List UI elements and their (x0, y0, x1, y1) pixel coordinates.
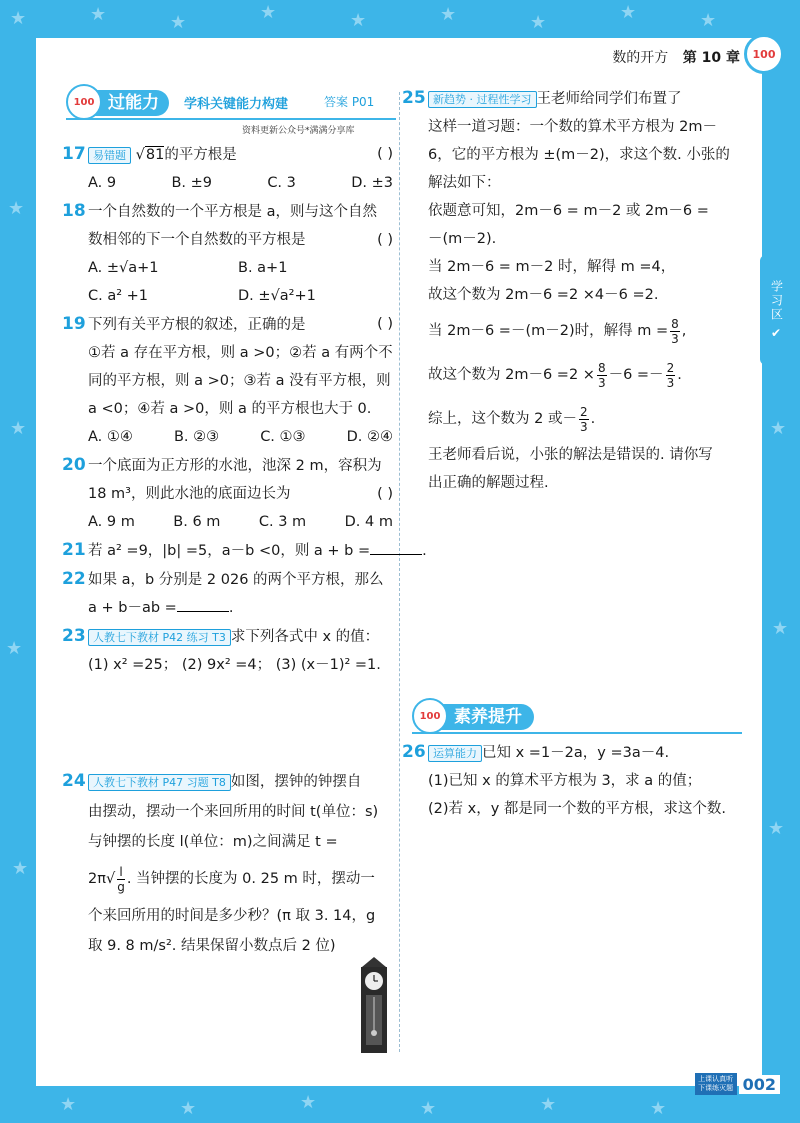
question-18: 18 一个自然数的一个平方根是 a，则与这个自然 数相邻的下一个自然数的平方根是 ( ) A. ±√a+1 B. a+1 C. a² +1 D. ±√a²+1 (88, 197, 393, 310)
fraction: $\frac{l}{g}$ (117, 864, 125, 894)
option-c[interactable]: C. 3 (267, 175, 296, 191)
question-tag: 人教七下教材 P42 练习 T3 (88, 629, 231, 646)
section-banner-ability (66, 88, 396, 122)
fraction: $\frac{2}{3}$ (579, 404, 588, 434)
question-tag: 运算能力 (428, 745, 482, 762)
option-c[interactable]: C. 3 m (258, 514, 307, 530)
left-column (62, 140, 427, 679)
option-a[interactable]: A. 9 (88, 175, 117, 191)
pendulum-clock-image (358, 957, 390, 1057)
source-note: 资料更新公众号*满满分享库 (242, 126, 355, 136)
options (88, 423, 393, 451)
option-a[interactable]: A. ±√a+1 (88, 260, 159, 276)
question-22: 22 如果 a，b 分别是 2 026 的两个平方根，那么 a + b－ab = . (62, 569, 384, 616)
option-d[interactable]: D. ②④ (346, 429, 393, 445)
fraction: $\frac{2}{3}$ (666, 360, 675, 390)
question-26: 26 运算能力 已知 x =1－2a，y =3a－4. (1)已知 x 的算术平方根为 3，求 a 的值； (2)若 x，y 都是同一个数的平方根，求这个数. (402, 742, 727, 817)
answer-ref: 答案 P01 (324, 95, 375, 109)
question-21: 21 若 a² =9，|b| =5，a－b <0，则 a + b = . (62, 540, 427, 560)
question-23: 23 人教七下教材 P42 练习 T3 求下列各式中 x 的值： (1) x² =25； (2) 9x² =4； (3) (x－1)² =1. (62, 626, 381, 673)
options (88, 169, 393, 197)
option-b[interactable]: B. ±9 (171, 175, 212, 191)
study-zone-tab[interactable] (760, 255, 794, 365)
chapter-title: 数的开方 (612, 50, 669, 66)
question-24: 24 人教七下教材 P47 习题 T8 如图，摆钟的钟摆自 由摆动，摆动一个来回所用的时间 t(单位：s) 与钟摆的长度 l(单位：m)之间满足 t = 2π√ $\frac{l}{g}$ . 当钟摆的长度为 0. 25 m 时，摆动一 个来回所用的时间是多少秒？(π 取 3. 14，g 取 9. 8 m/s². 结果保留小数点后 2 位) (62, 771, 379, 954)
answer-blank[interactable] (370, 540, 422, 555)
question-17: 17 易错题 √81的平方根是 ( ) A. 9 B. ±9 C. 3 D. ±3 (88, 140, 393, 197)
option-a[interactable]: A. ①④ (88, 429, 133, 445)
section-title: 素养提升 (420, 704, 534, 730)
chapter-number: 第 10 章 (682, 50, 740, 66)
page-number: 002 (739, 1075, 780, 1094)
study-zone-label: 学习区 (769, 280, 784, 322)
option-b[interactable]: B. a+1 (238, 260, 288, 276)
page-footer (695, 1073, 780, 1095)
question-tag: 新趋势 · 过程性学习 (428, 91, 537, 108)
logo-badge: 100 (744, 34, 784, 74)
chapter-header (612, 47, 740, 67)
answer-blank[interactable] (177, 597, 229, 612)
option-d[interactable]: D. ±√a²+1 (238, 288, 316, 304)
options (88, 508, 393, 536)
option-b[interactable]: B. ②③ (173, 429, 220, 445)
check-icon: ✔ (770, 326, 784, 340)
fraction: $\frac{8}{3}$ (597, 360, 606, 390)
options (88, 254, 393, 282)
question-tag: 人教七下教材 P47 习题 T8 (88, 774, 231, 791)
option-b[interactable]: B. 6 m (173, 514, 221, 530)
fraction: $\frac{8}{3}$ (671, 316, 679, 346)
question-19: 19 下列有关平方根的叙述，正确的是 ( ) ①若 a 存在平方根，则 a >0；②若 a 有两个不 同的平方根，则 a >0；③若 a 没有平方根，则 a <0；④若 a >0，则 a 的平方根也大于 0. A. ①④ B. ②③ C. ①③ D. ②④ (88, 310, 393, 451)
section-title: 过能力 (74, 90, 169, 116)
footer-slogan: 上课认真听 下课练灭题 (695, 1073, 737, 1095)
mascot-icon: 100 (66, 84, 102, 120)
right-column: 25 新趋势 · 过程性学习 王老师给同学们布置了 这样一道习题：一个数的算术平方根为 2m－ 6，它的平方根为 ±(m－2)，求这个数. 小张的 解法如下： 依题意可知，2m－6 = m－2 或 2m－6 = －(m－2). 当 2m－6 = m－2 时，解得 m =4， 故这个数为 2m－6 =2 ×4－6 =2. 当 2m－6 =－(m－2)时，解得 m = $\frac{8}{3}$ , 故这个数为 2m－6 =2 × $\frac{8}{3}$ －6 =－ $\frac{2}{3}$ . 综上，这个数为 2 或－ $\frac{2}{3}$ . 王老师看后说，小张的解法是错误的. 请你写 出正确的解题过程. (402, 88, 730, 491)
column-divider (399, 92, 400, 1052)
options (88, 282, 393, 310)
option-d[interactable]: D. ±3 (351, 175, 393, 191)
option-d[interactable]: D. 4 m (344, 514, 393, 530)
option-c[interactable]: C. ①③ (260, 429, 306, 445)
section-banner-literacy (412, 702, 742, 734)
question-20: 20 一个底面为正方形的水池，池深 2 m，容积为 18 m³，则此水池的底面边长为 ( ) A. 9 m B. 6 m C. 3 m D. 4 m (88, 451, 393, 536)
option-c[interactable]: C. a² +1 (88, 288, 149, 304)
section-subtitle: 学科关键能力构建 (184, 97, 289, 112)
mascot-icon: 100 (412, 698, 448, 734)
question-tag: 易错题 (88, 147, 131, 164)
option-a[interactable]: A. 9 m (88, 514, 135, 530)
